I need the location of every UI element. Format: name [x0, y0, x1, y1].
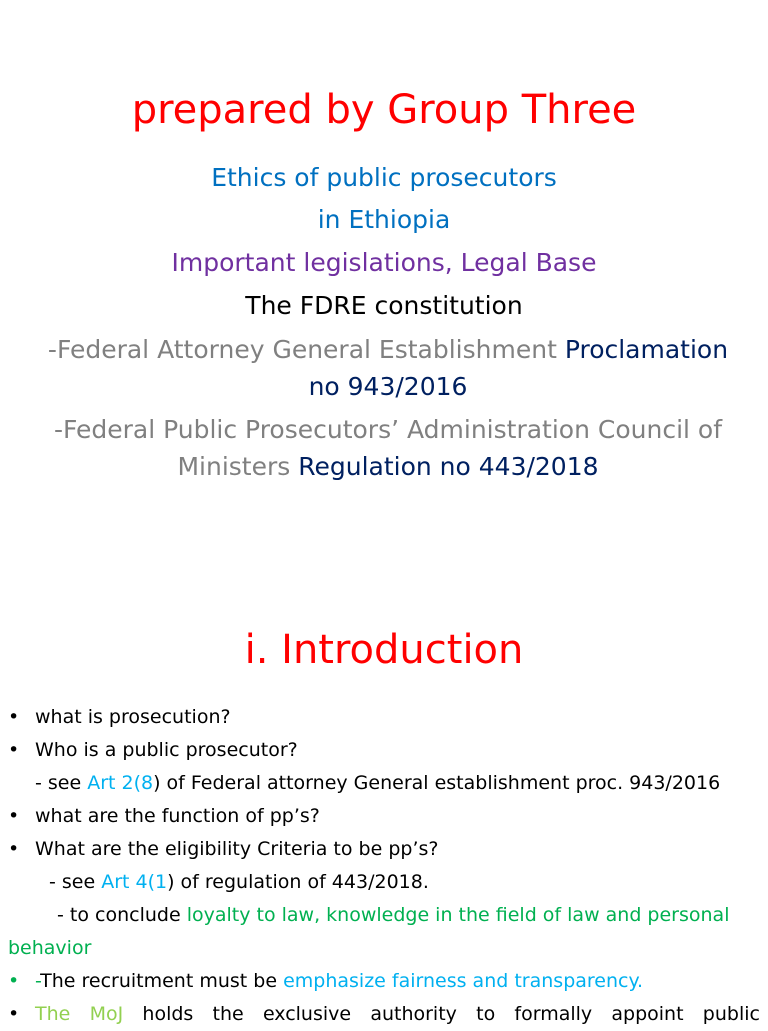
conclude-prefix: - to conclude [57, 904, 187, 926]
subtitle-line-1: Ethics of public prosecutors [211, 163, 557, 192]
bullet-icon: • [8, 970, 20, 992]
regulation-ref-suffix: ) of regulation of 443/2018. [167, 871, 429, 893]
list-item [0, 899, 768, 932]
list-item [0, 701, 768, 734]
conclusion-line [57, 899, 729, 932]
proclamation-ref-suffix: ) of Federal attorney General establishment proc. 943/2016 [153, 772, 721, 794]
regulation-number: Regulation no 443/2018 [298, 452, 599, 481]
recruitment-text: The recruitment must be [40, 970, 284, 992]
see-prefix: - see [35, 772, 88, 794]
proclamation-reference [4, 331, 768, 405]
recruitment-highlight: emphasize fairness and transparency. [283, 970, 644, 992]
bullet-icon: • [8, 739, 20, 761]
subtitle-line-2: in Ethiopia [317, 205, 451, 234]
proclamation-prefix: -Federal Attorney General Establishment [47, 335, 565, 364]
moj-word: MoJ [89, 1003, 124, 1025]
moj-word: The [35, 1003, 71, 1025]
regulation-prefix: Ministers [177, 452, 299, 481]
recruitment-dash: - [35, 970, 41, 992]
recruitment-statement [35, 965, 643, 998]
moj-authority-statement [35, 998, 760, 1031]
question-prosecution: what is prosecution? [35, 706, 231, 728]
conclusion-highlight-continued: behavior [8, 937, 92, 959]
constitution-line: The FDRE constitution [245, 291, 523, 320]
legislation-heading: Important legislations, Legal Base [171, 248, 597, 277]
article-reference-line [35, 767, 720, 800]
bullet-icon: • [8, 838, 20, 860]
list-item [0, 866, 768, 899]
moj-word: appoint [611, 1003, 684, 1025]
moj-word: authority [370, 1003, 457, 1025]
moj-word: formally [514, 1003, 593, 1025]
question-function: what are the function of pp’s? [35, 805, 320, 827]
list-item [0, 734, 768, 767]
moj-word: the [212, 1003, 244, 1025]
regulation-line-1: -Federal Public Prosecutors’ Administration Council of [53, 415, 723, 444]
presentation-author-title: prepared by Group Three [131, 87, 637, 133]
proclamation-label: Proclamation [564, 335, 729, 364]
list-item [0, 767, 768, 800]
article-4-1-ref: Art 4(1 [101, 871, 168, 893]
list-item [0, 998, 768, 1031]
regulation-reference [4, 411, 768, 485]
bullet-icon: • [8, 1003, 20, 1025]
regulation-line-2 [4, 448, 768, 485]
regulation-reference-line [49, 866, 429, 899]
proclamation-number: no 943/2016 [308, 372, 468, 401]
introduction-bullet-list [0, 701, 768, 1031]
moj-word: holds [142, 1003, 194, 1025]
moj-word: to [476, 1003, 496, 1025]
list-item [0, 800, 768, 833]
bullet-icon: • [8, 805, 20, 827]
list-item [0, 833, 768, 866]
conclusion-highlight: loyalty to law, knowledge in the field of law and personal [186, 904, 730, 926]
see-prefix: - see [49, 871, 102, 893]
introduction-title: i. Introduction [244, 627, 524, 673]
moj-word: exclusive [262, 1003, 352, 1025]
article-2-8-ref: Art 2(8 [87, 772, 154, 794]
question-public-prosecutor: Who is a public prosecutor? [35, 739, 298, 761]
list-item [0, 932, 768, 965]
question-eligibility: What are the eligibility Criteria to be pp’s? [35, 838, 439, 860]
moj-word: public [702, 1003, 760, 1025]
bullet-icon: • [8, 706, 20, 728]
list-item [0, 965, 768, 998]
proclamation-line-1 [4, 331, 768, 368]
